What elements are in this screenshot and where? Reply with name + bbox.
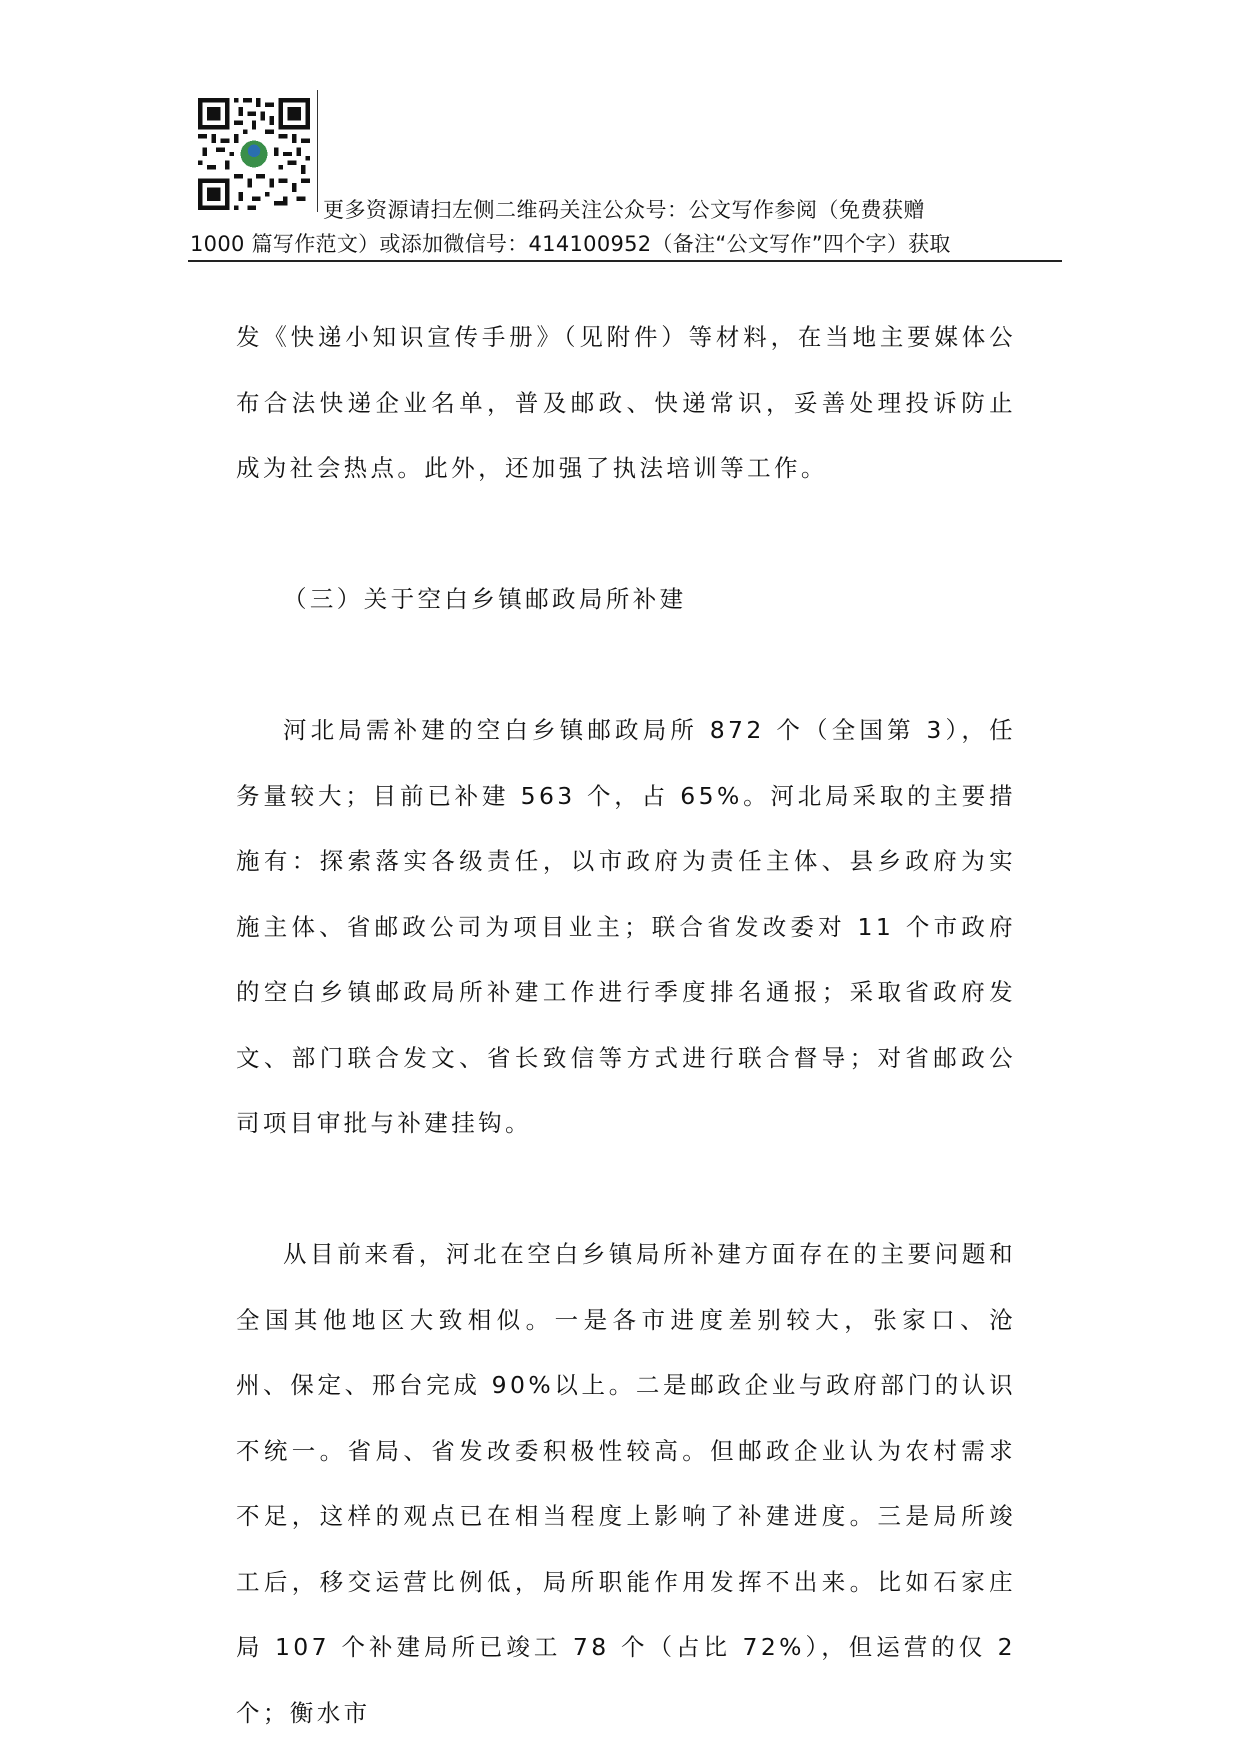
paragraph: 发《快递小知识宣传手册》（见附件）等材料，在当地主要媒体公布合法快递企业名单，普及邮政、快递常识，妥善处理投诉防止成为社会热点。此外，还加强了执法培训等工作。 <box>236 323 1016 482</box>
paragraph: 从目前来看，河北在空白乡镇局所补建方面存在的主要问题和全国其他地区大致相似。一是各市进度差别较大，张家口、沧州、保定、邢台完成 90%以上。二是邮政企业与政府部门的认识不统一。省局、省发改委积极性较高。但邮政企业认为农村需求不足，这样的观点已在相当程度上影响了补建进度。三是局所竣工后，移交运营比例低，局所职能作用发挥不出来。比如石家庄局 107 个补建局所已竣工 78 个（占比 72%），但运营的仅 2 个；衡水市 <box>236 1240 1016 1727</box>
header-vertical-divider <box>317 90 318 212</box>
section-heading: （三）关于空白乡镇邮政局所补建 <box>283 585 687 613</box>
page-header <box>190 90 1060 262</box>
qr-code-icon <box>198 98 310 210</box>
paragraph: 河北局需补建的空白乡镇邮政局所 872 个（全国第 3），任务量较大；目前已补建 563 个，占 65%。河北局采取的主要措施有：探索落实各级责任，以市政府为责任主体、县乡政府为实施主体、省邮政公司为项目业主；联合省发改委对 11 个市政府的空白乡镇邮政局所补建工作进行季度排名通报；采取省政府发文、部门联合发文、省长致信等方式进行联合督导；对省邮政公司项目审批与补建挂钩。 <box>236 716 1016 1137</box>
header-notice-line2: 1000 篇写作范文）或添加微信号：414100952（备注“公文写作”四个字）获取 <box>190 232 951 256</box>
header-rule <box>188 260 1062 262</box>
header-notice-line1: 更多资源请扫左侧二维码关注公众号：公文写作参阅（免费获赠 <box>323 198 925 222</box>
document-body <box>236 305 1016 1746</box>
